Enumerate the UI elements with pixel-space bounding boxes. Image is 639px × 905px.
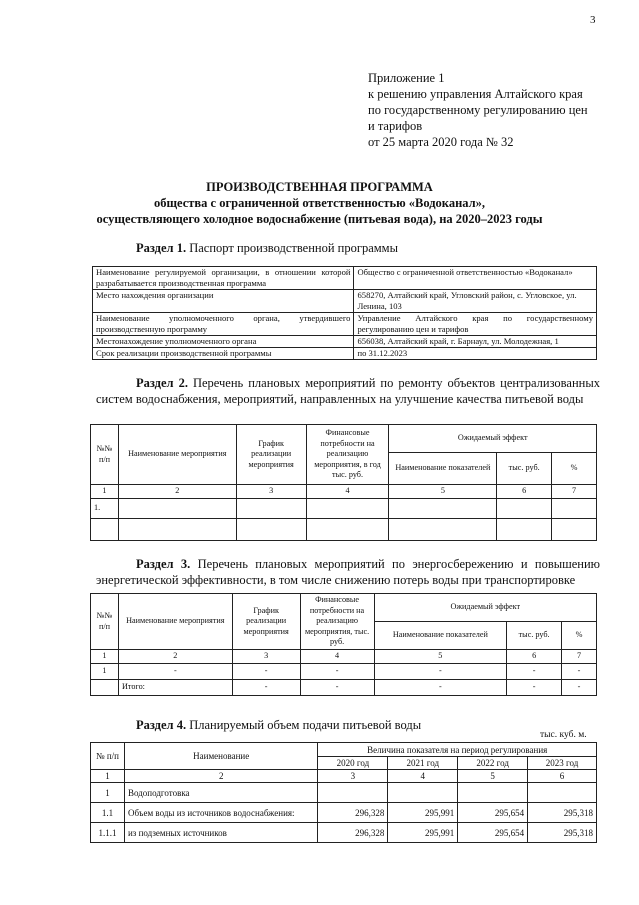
table-cell: 1 [91, 664, 119, 680]
document-subtitle: осуществляющего холодное водоснабжение (питьевая вода), на 2020–2023 годы [96, 212, 543, 226]
header-cell: 2023 год [528, 757, 597, 770]
appendix-line: к решению управления Алтайского края [368, 87, 583, 101]
table-cell: по 31.12.2023 [354, 348, 597, 360]
table-row [93, 267, 597, 290]
repair-measures-table [90, 424, 597, 541]
table-cell: Объем воды из источников водоснабжения: [124, 803, 318, 823]
table-cell: 3 [318, 770, 388, 783]
header-cell: Наименование показателей [374, 622, 507, 650]
unit-label: тыс. куб. м. [540, 730, 587, 740]
table-cell: Местонахождение уполномоченного органа [93, 336, 354, 348]
header-cell: Ожидаемый эффект [389, 425, 597, 453]
table-header-row [91, 594, 597, 622]
header-cell: 2021 год [388, 757, 458, 770]
table-cell: 1.1.1 [91, 823, 125, 843]
table-row [91, 680, 597, 696]
table-cell [389, 519, 497, 541]
section-label: Раздел 3. [136, 557, 191, 571]
header-cell: График реализации мероприятия [232, 594, 300, 650]
table-cell: 658270, Алтайский край, Угловский район, с. Угловское, ул. Ленина, 103 [354, 290, 597, 313]
header-cell: № п/п [91, 743, 125, 770]
document-subtitle: общества с ограниченной ответственностью «Водоканал», [153, 196, 486, 210]
table-cell [552, 519, 597, 541]
table-row [91, 664, 597, 680]
table-cell: 295,654 [458, 803, 528, 823]
table-cell [497, 499, 552, 519]
table-row [91, 519, 597, 541]
table-cell: из подземных источников [124, 823, 318, 843]
table-cell: 7 [562, 650, 597, 664]
table-cell: 6 [507, 650, 562, 664]
table-cell: - [562, 680, 597, 696]
table-cell: 7 [552, 485, 597, 499]
table-cell: 295,991 [388, 803, 458, 823]
table-cell [318, 783, 388, 803]
table-cell: 5 [374, 650, 507, 664]
table-cell: - [507, 680, 562, 696]
table-row [93, 290, 597, 313]
table-cell: Срок реализации производственной программы [93, 348, 354, 360]
header-cell: 2022 год [458, 757, 528, 770]
table-cell: 5 [389, 485, 497, 499]
table-cell: Наименование регулируемой организации, в отношении которой разрабатывается производственная программа [93, 267, 354, 290]
table-cell [236, 499, 306, 519]
section-1-heading [136, 240, 398, 256]
table-cell: 6 [497, 485, 552, 499]
table-cell [306, 499, 389, 519]
table-cell: 1. [91, 499, 119, 519]
header-cell: Финансовые потребности на реализацию мероприятия, в год тыс. руб. [306, 425, 389, 485]
table-cell: - [232, 664, 300, 680]
table-cell: 296,328 [318, 803, 388, 823]
table-cell: 1 [91, 485, 119, 499]
section-label: Раздел 4. [136, 718, 187, 732]
table-cell [91, 680, 119, 696]
table-cell [91, 519, 119, 541]
table-cell: - [300, 664, 374, 680]
appendix-block [368, 70, 618, 150]
table-row [93, 313, 597, 336]
column-number-row [91, 650, 597, 664]
table-cell [118, 499, 236, 519]
table-row [91, 783, 597, 803]
header-cell: №№ п/п [91, 425, 119, 485]
section-text: Перечень плановых мероприятий по энергосбережению и повышению энергетической эффективности, в том числе снижению потерь воды при транспортировке [96, 557, 601, 587]
section-4-heading [136, 717, 421, 733]
table-cell: Место нахождения организации [93, 290, 354, 313]
table-cell: 3 [236, 485, 306, 499]
section-3-heading [96, 556, 600, 588]
table-cell: 6 [528, 770, 597, 783]
table-row [91, 803, 597, 823]
table-cell: 1 [91, 650, 119, 664]
table-cell: 295,654 [458, 823, 528, 843]
table-row [93, 348, 597, 360]
header-cell: 2020 год [318, 757, 388, 770]
table-cell: 4 [306, 485, 389, 499]
header-cell: Наименование [124, 743, 318, 770]
table-cell [389, 499, 497, 519]
column-number-row [91, 485, 597, 499]
section-text: Паспорт производственной программы [189, 241, 398, 255]
appendix-line: Приложение 1 [368, 71, 445, 85]
table-cell [118, 519, 236, 541]
table-cell: Управление Алтайского края по государственному регулированию цен и тарифов [354, 313, 597, 336]
table-cell: Водоподготовка [124, 783, 318, 803]
table-cell: 296,328 [318, 823, 388, 843]
table-cell: 5 [458, 770, 528, 783]
table-cell: 295,318 [528, 803, 597, 823]
document-title: ПРОИЗВОДСТВЕННАЯ ПРОГРАММА [206, 180, 433, 194]
table-cell [497, 519, 552, 541]
table-cell: 295,318 [528, 823, 597, 843]
table-cell: 2 [118, 485, 236, 499]
table-cell: Итого: [118, 680, 232, 696]
header-cell: % [562, 622, 597, 650]
water-supply-table [90, 742, 597, 843]
header-cell: Наименование показателей [389, 453, 497, 485]
table-cell: 295,991 [388, 823, 458, 843]
table-cell [388, 783, 458, 803]
table-header-row [91, 743, 597, 757]
table-cell [528, 783, 597, 803]
table-cell: - [562, 664, 597, 680]
header-cell: Величина показателя на период регулирования [318, 743, 597, 757]
appendix-line: и тарифов [368, 119, 423, 133]
table-cell: - [118, 664, 232, 680]
table-cell: 4 [388, 770, 458, 783]
table-header-row [91, 425, 597, 453]
table-cell [458, 783, 528, 803]
table-cell: 1 [91, 770, 125, 783]
table-cell: 1.1 [91, 803, 125, 823]
header-cell: Ожидаемый эффект [374, 594, 596, 622]
table-row [91, 823, 597, 843]
table-cell: - [374, 680, 507, 696]
header-cell: №№ п/п [91, 594, 119, 650]
section-label: Раздел 1. [136, 241, 187, 255]
header-cell: Наименование мероприятия [118, 594, 232, 650]
header-cell: Финансовые потребности на реализацию мероприятия, тыс. руб. [300, 594, 374, 650]
table-cell: Общество с ограниченной ответственностью «Водоканал» [354, 267, 597, 290]
table-cell: 1 [91, 783, 125, 803]
header-cell: % [552, 453, 597, 485]
passport-table [92, 266, 597, 360]
table-cell [552, 499, 597, 519]
energy-measures-table [90, 593, 597, 696]
table-cell: 2 [118, 650, 232, 664]
section-text: Перечень плановых мероприятий по ремонту объектов централизованных систем водоснабжения, мероприятий, направленных на улучшение качества питьевой воды [96, 376, 600, 406]
header-cell: Наименование мероприятия [118, 425, 236, 485]
table-cell [306, 519, 389, 541]
header-cell: тыс. руб. [507, 622, 562, 650]
table-row [91, 499, 597, 519]
appendix-line: по государственному регулированию цен [368, 103, 588, 117]
table-cell [236, 519, 306, 541]
table-cell: - [507, 664, 562, 680]
table-cell: - [232, 680, 300, 696]
section-2-heading [96, 375, 600, 407]
table-cell: 3 [232, 650, 300, 664]
table-cell: 4 [300, 650, 374, 664]
table-row [93, 336, 597, 348]
table-cell: 2 [124, 770, 318, 783]
page-number: 3 [590, 14, 596, 26]
table-cell: - [374, 664, 507, 680]
section-label: Раздел 2. [136, 376, 188, 390]
header-cell: График реализации мероприятия [236, 425, 306, 485]
section-text: Планируемый объем подачи питьевой воды [189, 718, 422, 732]
table-cell: Наименование уполномоченного органа, утвердившего производственную программу [93, 313, 354, 336]
column-number-row [91, 770, 597, 783]
appendix-line: от 25 марта 2020 года № 32 [368, 135, 514, 149]
table-cell: 656038, Алтайский край, г. Барнаул, ул. Молодежная, 1 [354, 336, 597, 348]
header-cell: тыс. руб. [497, 453, 552, 485]
table-cell: - [300, 680, 374, 696]
